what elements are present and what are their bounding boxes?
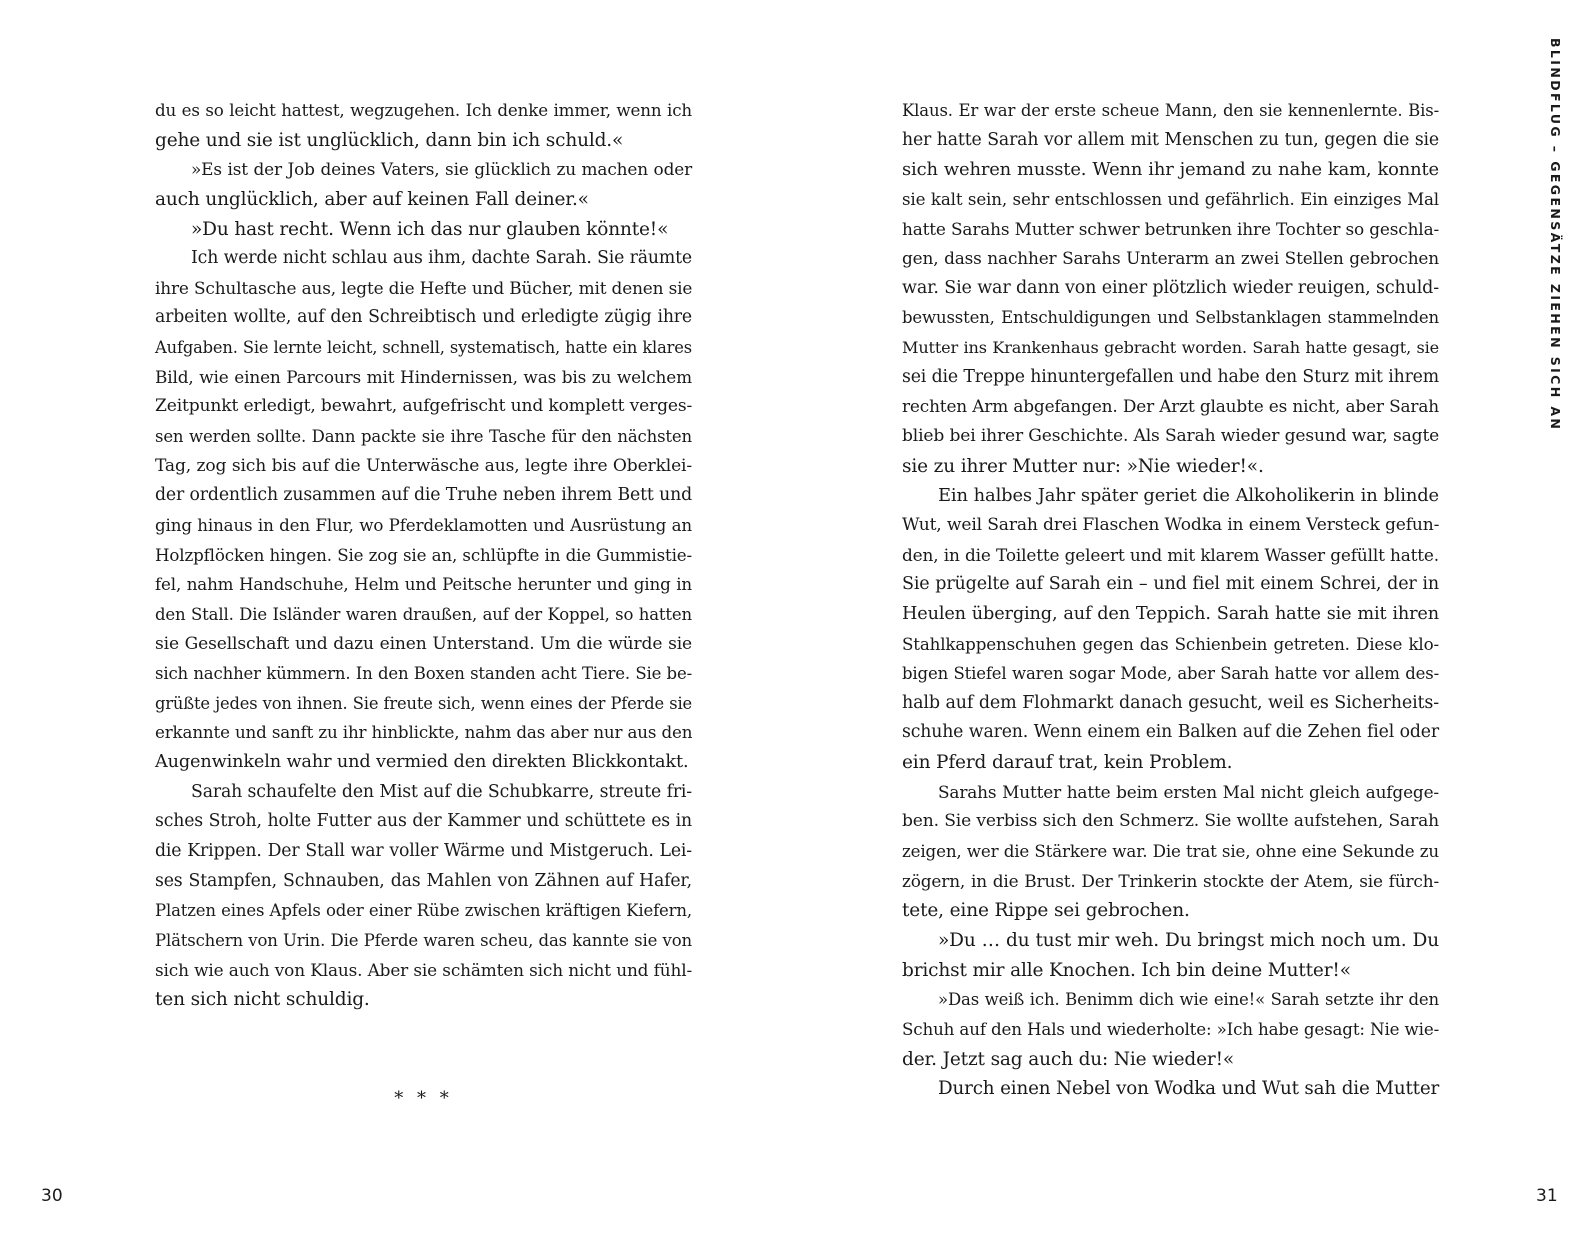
text-line: gen, dass nachher Sarahs Unterarm an zwei Stellen gebrochen — [902, 248, 1439, 269]
text-line: den, in die Toilette geleert und mit klarem Wasser gefüllt hatte. — [902, 544, 1439, 565]
text-line: grüßte jedes von ihnen. Sie freute sich, wenn eines der Pferde sie — [155, 693, 692, 713]
text-line: zögern, in die Brust. Der Trinkerin stockte der Atem, sie fürch- — [902, 870, 1439, 891]
running-head: BLINDFLUG – GEGENSÄTZE ZIEHEN SICH AN — [1548, 38, 1563, 432]
text-line: ging hinaus in den Flur, wo Pferdeklamotten und Ausrüstung an — [155, 514, 692, 535]
text-line: die Krippen. Der Stall war voller Wärme und Mistgeruch. Lei- — [155, 841, 692, 862]
text-line: Sie prügelte auf Sarah ein – und fiel mit einem Schrei, der in — [902, 574, 1439, 595]
text-line: sich wie auch von Klaus. Aber sie schämten sich nicht und fühl- — [155, 959, 692, 980]
text-line: Zeitpunkt erledigt, bewahrt, aufgefrischt und komplett verges- — [155, 396, 693, 417]
text-line: »Du … du tust mir weh. Du bringst mich noch um. Du — [938, 929, 1439, 951]
page-number-right: 31 — [1536, 1186, 1558, 1206]
text-line: »Du hast recht. Wenn ich das nur glauben könnte!« — [191, 218, 669, 240]
text-line: ses Stampfen, Schnauben, das Mahlen von Zähnen auf Hafer, — [155, 870, 692, 891]
text-line: Wut, weil Sarah drei Flaschen Wodka in einem Versteck gefun- — [902, 514, 1440, 535]
text-line: sen werden sollte. Dann packte sie ihre Tasche für den nächsten — [155, 427, 692, 447]
text-line: den Stall. Die Isländer waren draußen, auf der Koppel, so hatten — [155, 604, 692, 624]
text-line: ben. Sie verbiss sich den Schmerz. Sie wollte aufstehen, Sarah — [902, 811, 1439, 832]
text-line: ein Pferd darauf trat, kein Problem. — [902, 752, 1233, 774]
text-line: sei die Treppe hinuntergefallen und habe den Sturz mit ihrem — [902, 366, 1439, 387]
text-line: her hatte Sarah vor allem mit Menschen zu tun, gegen die sie — [902, 129, 1439, 150]
text-line: Tag, zog sich bis auf die Unterwäsche aus, legte ihre Oberklei- — [155, 455, 692, 476]
text-line: sich nachher kümmern. In den Boxen standen acht Tiere. Sie be- — [155, 664, 692, 684]
page-number-left: 30 — [41, 1186, 63, 1206]
text-line: sich wehren musste. Wenn ihr jemand zu nahe kam, konnte — [902, 159, 1439, 181]
text-line: Stahlkappenschuhen gegen das Schienbein getreten. Diese klo- — [902, 633, 1439, 654]
text-line: Platzen eines Apfels oder einer Rübe zwischen kräftigen Kiefern, — [155, 901, 692, 921]
text-line: Augenwinkeln wahr und vermied den direkten Blickkontakt. — [155, 752, 689, 773]
text-line: Sarahs Mutter hatte beim ersten Mal nicht gleich aufgege- — [938, 781, 1439, 802]
text-line: Ein halbes Jahr später geriet die Alkoholikerin in blinde — [938, 485, 1439, 507]
text-line: »Es ist der Job deines Vaters, sie glücklich zu machen oder — [191, 159, 692, 180]
text-line: der. Jetzt sag auch du: Nie wieder!« — [902, 1048, 1235, 1070]
text-line: ihre Schultasche aus, legte die Hefte und Bücher, mit denen sie — [155, 277, 693, 298]
section-break: * * * — [394, 1088, 453, 1109]
text-line: Schuh auf den Hals und wiederholte: »Ich habe gesagt: Nie wie- — [902, 1018, 1440, 1039]
text-line: ten sich nicht schuldig. — [155, 989, 370, 1011]
text-line: sie kalt sein, sehr entschlossen und gefährlich. Ein einziges Mal — [902, 188, 1439, 209]
text-line: Bild, wie einen Parcours mit Hindernissen, was bis zu welchem — [155, 366, 692, 387]
text-line: »Das weiß ich. Benimm dich wie eine!« Sarah setzte ihr den — [938, 990, 1439, 1010]
text-line: rechten Arm abgefangen. Der Arzt glaubte es nicht, aber Sarah — [902, 396, 1439, 417]
text-line: erkannte und sanft zu ihr hinblickte, nahm das aber nur aus den — [155, 722, 693, 743]
text-line: brichst mir alle Knochen. Ich bin deine Mutter!« — [902, 959, 1351, 981]
text-line: Holzpflöcken hingen. Sie zog sie an, schlüpfte in die Gummistie- — [155, 544, 692, 565]
right-page-text — [902, 96, 1439, 1104]
text-line: Sarah schaufelte den Mist auf die Schubkarre, streute fri- — [191, 781, 692, 802]
text-line: Plätschern von Urin. Die Pferde waren scheu, das kannte sie von — [155, 930, 692, 950]
text-line: Heulen überging, auf den Teppich. Sarah hatte sie mit ihren — [902, 603, 1439, 624]
text-line: zeigen, wer die Stärkere war. Die trat sie, ohne eine Sekunde zu — [902, 841, 1439, 862]
text-line: Aufgaben. Sie lernte leicht, schnell, systematisch, hatte ein klares — [155, 338, 692, 358]
text-line: halb auf dem Flohmarkt danach gesucht, weil es Sicherheits- — [902, 692, 1439, 713]
text-line: fel, nahm Handschuhe, Helm und Peitsche herunter und ging in — [155, 574, 692, 595]
text-line: Durch einen Nebel von Wodka und Wut sah die Mutter — [938, 1078, 1440, 1100]
text-line: bigen Stiefel waren sogar Mode, aber Sarah hatte vor allem des- — [902, 664, 1439, 684]
text-line: sches Stroh, holte Futter aus der Kammer und schüttete es in — [155, 811, 692, 832]
text-line: auch unglücklich, aber auf keinen Fall deiner.« — [155, 188, 589, 210]
text-line: Mutter ins Krankenhaus gebracht worden. Sarah hatte gesagt, sie — [902, 338, 1439, 358]
text-line: sie zu ihrer Mutter nur: »Nie wieder!«. — [902, 455, 1264, 477]
left-page-text — [155, 96, 692, 1015]
text-line: blieb bei ihrer Geschichte. Als Sarah wieder gesund war, sagte — [902, 426, 1440, 447]
text-line: Klaus. Er war der erste scheue Mann, den sie kennenlernte. Bis- — [902, 101, 1439, 120]
text-line: war. Sie war dann von einer plötzlich wieder reuigen, schuld- — [902, 277, 1439, 298]
text-line: gehe und sie ist unglücklich, dann bin ich schuld.« — [155, 129, 624, 151]
text-line: hatte Sarahs Mutter schwer betrunken ihre Tochter so geschla- — [902, 218, 1440, 239]
text-line: schuhe waren. Wenn einem ein Balken auf die Zehen fiel oder — [902, 722, 1439, 743]
text-line: du es so leicht hattest, wegzugehen. Ich denke immer, wenn ich — [155, 100, 692, 120]
text-line: der ordentlich zusammen auf die Truhe neben ihrem Bett und — [155, 485, 692, 506]
text-line: arbeiten wollte, auf den Schreibtisch und erledigte zügig ihre — [155, 307, 692, 328]
text-line: Ich werde nicht schlau aus ihm, dachte Sarah. Sie räumte — [191, 248, 692, 269]
text-line: bewussten, Entschuldigungen und Selbstanklagen stammelnden — [902, 308, 1439, 328]
text-line: sie Gesellschaft und dazu einen Unterstand. Um die würde sie — [155, 633, 692, 654]
text-line: tete, eine Rippe sei gebrochen. — [902, 900, 1190, 922]
